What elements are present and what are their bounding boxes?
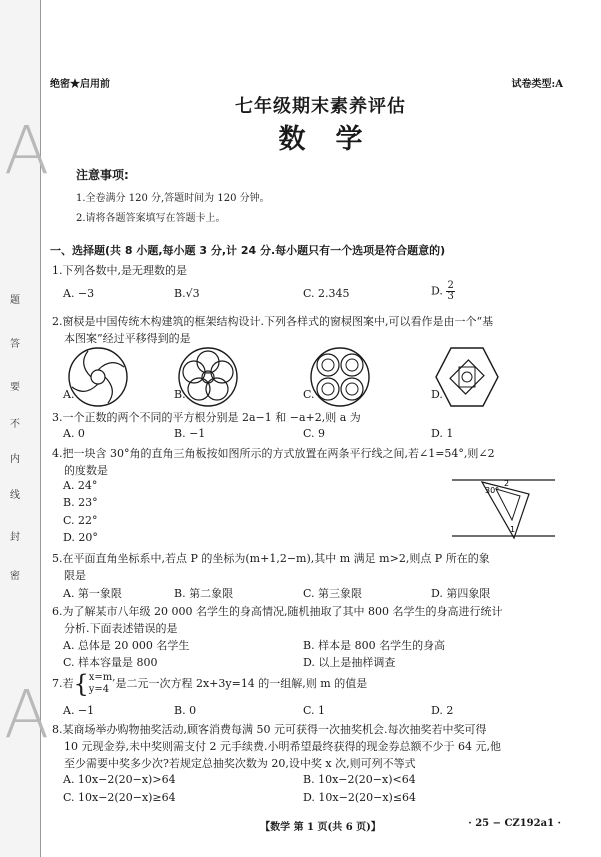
q7-option-d: D. 2: [431, 704, 454, 717]
question-6-stem: 6.为了解某市八年级 20 000 名学生的身高情况,随机抽取了其中 800 名学生的身高进行统计: [52, 605, 503, 618]
q8-option-b: B. 10x−2(20−x)<64: [303, 773, 416, 786]
angle-1-label: 1: [510, 525, 516, 534]
q1-option-a: A. −3: [63, 287, 95, 300]
binding-char: 线: [10, 490, 20, 501]
confidential-mark: 绝密★启用前: [50, 79, 110, 90]
question-7-stem: 7.若{ x=m, y=4 是二元一次方程 2x+3y=14 的一组解,则 m 的值是: [52, 670, 368, 698]
q6-option-a: A. 总体是 20 000 名学生: [63, 639, 190, 652]
q7-option-a: A. −1: [63, 704, 95, 717]
q5-option-b: B. 第二象限: [174, 587, 234, 600]
question-8-stem-cont: 至少需要中奖多少次?若规定总抽奖次数为 20,设中奖 x 次,则可列不等式: [64, 757, 416, 770]
binding-char: 答: [10, 339, 20, 350]
question-5-stem: 5.在平面直角坐标系中,若点 P 的坐标为(m+1,2−m),其中 m 满足 m>2,则点 P 所在的象: [52, 552, 490, 565]
q2-option-a: A.: [63, 388, 75, 401]
q6-option-c: C. 样本容量是 800: [63, 656, 158, 669]
q5-option-c: C. 第三象限: [303, 587, 363, 600]
paper-type: 试卷类型:A: [511, 79, 563, 90]
page-footer: 【数学 第 1 页(共 6 页)】: [260, 822, 381, 833]
q3-option-c: C. 9: [303, 427, 326, 440]
fraction: $\frac{2}{3}$: [447, 280, 454, 302]
q5-option-d: D. 第四象限: [431, 587, 491, 600]
subject-title: 数学: [278, 124, 393, 155]
q7-option-b: B. 0: [174, 704, 197, 717]
q7-option-c: C. 1: [303, 704, 326, 717]
q1-option-c: C. 2.345: [303, 287, 350, 300]
q1-option-d: D. $\frac{2}{3}$: [431, 280, 454, 302]
q4-option-d: D. 20°: [63, 531, 98, 544]
notice-item: 1.全卷满分 120 分,答题时间为 120 分钟。: [76, 193, 270, 204]
question-8-stem-cont: 10 元现金券,未中奖则需支付 2 元手续费.小明希望最终获得的现金券总额不少于 64 元,他: [64, 740, 501, 753]
q4-option-c: C. 22°: [63, 514, 98, 527]
q1-option-b: B.√3: [174, 287, 200, 300]
q6-option-d: D. 以上是抽样调查: [303, 656, 396, 669]
q3-option-b: B. −1: [174, 427, 206, 440]
exam-title: 七年级期末素养评估: [235, 96, 406, 117]
paper-type-watermark-top: A: [4, 112, 50, 189]
q8-option-a: A. 10x−2(20−x)>64: [63, 773, 176, 786]
window-pattern-a: [66, 345, 130, 409]
question-5-stem-cont: 限是: [64, 569, 86, 582]
window-pattern-d: [434, 346, 500, 408]
binding-char: 封: [10, 532, 20, 543]
notice-item: 2.请将各题答案填写在答题卡上。: [76, 213, 226, 224]
binding-char: 内: [10, 454, 20, 465]
angle-2-label: 2: [504, 479, 510, 488]
window-pattern-c: [308, 345, 372, 409]
q4-option-a: A. 24°: [63, 479, 98, 492]
question-6-stem-cont: 分析.下面表述错误的是: [64, 622, 178, 635]
q6-option-b: B. 样本是 800 名学生的身高: [303, 639, 446, 652]
q4-option-b: B. 23°: [63, 496, 98, 509]
system-brace: {: [73, 670, 89, 698]
question-4-stem-cont: 的度数是: [64, 464, 108, 477]
question-3-stem: 3.一个正数的两个不同的平方根分别是 2a−1 和 −a+2,则 a 为: [52, 411, 361, 424]
question-4-stem: 4.把一块含 30°角的直角三角板按如图所示的方式放置在两条平行线之间,若∠1=54°,则∠2: [52, 447, 495, 460]
binding-char: 要: [10, 382, 20, 393]
binding-char: 不: [10, 419, 20, 430]
set-square-inner: [496, 489, 520, 520]
notice-heading: 注意事项:: [76, 168, 129, 182]
question-1-stem: 1.下列各数中,是无理数的是: [52, 264, 187, 277]
q8-option-c: C. 10x−2(20−x)≥64: [63, 791, 176, 804]
q3-option-d: D. 1: [431, 427, 454, 440]
window-pattern-b: [176, 345, 240, 409]
angle-30-label: 30°: [485, 486, 500, 495]
q5-option-a: A. 第一象限: [63, 587, 122, 600]
q2-option-c: C.: [303, 388, 315, 401]
question-8-stem: 8.某商场举办购物抽奖活动,顾客消费每满 50 元可获得一次抽奖机会.每次抽奖若中奖可得: [52, 723, 487, 736]
q3-option-a: A. 0: [63, 427, 85, 440]
equation-system: x=m, y=4: [88, 672, 116, 695]
parallel-lines-triangle-figure: [452, 474, 555, 542]
question-2-stem-cont: 本图案”经过平移得到的是: [64, 332, 191, 345]
paper-type-watermark-bottom: A: [4, 676, 50, 753]
paper-code: · 25 − CZ192a1 ·: [468, 818, 561, 829]
section-heading: 一、选择题(共 8 小题,每小题 3 分,计 24 分.每小题只有一个选项是符合题意的): [50, 244, 446, 257]
q8-option-d: D. 10x−2(20−x)≤64: [303, 791, 417, 804]
q2-option-d: D.: [431, 388, 443, 401]
question-2-stem: 2.窗棂是中国传统木构建筑的框架结构设计.下列各样式的窗棂图案中,可以看作是由一个“基: [52, 315, 494, 328]
binding-char: 密: [10, 571, 20, 582]
binding-char: 题: [10, 295, 20, 306]
q2-option-b: B.: [174, 388, 186, 401]
